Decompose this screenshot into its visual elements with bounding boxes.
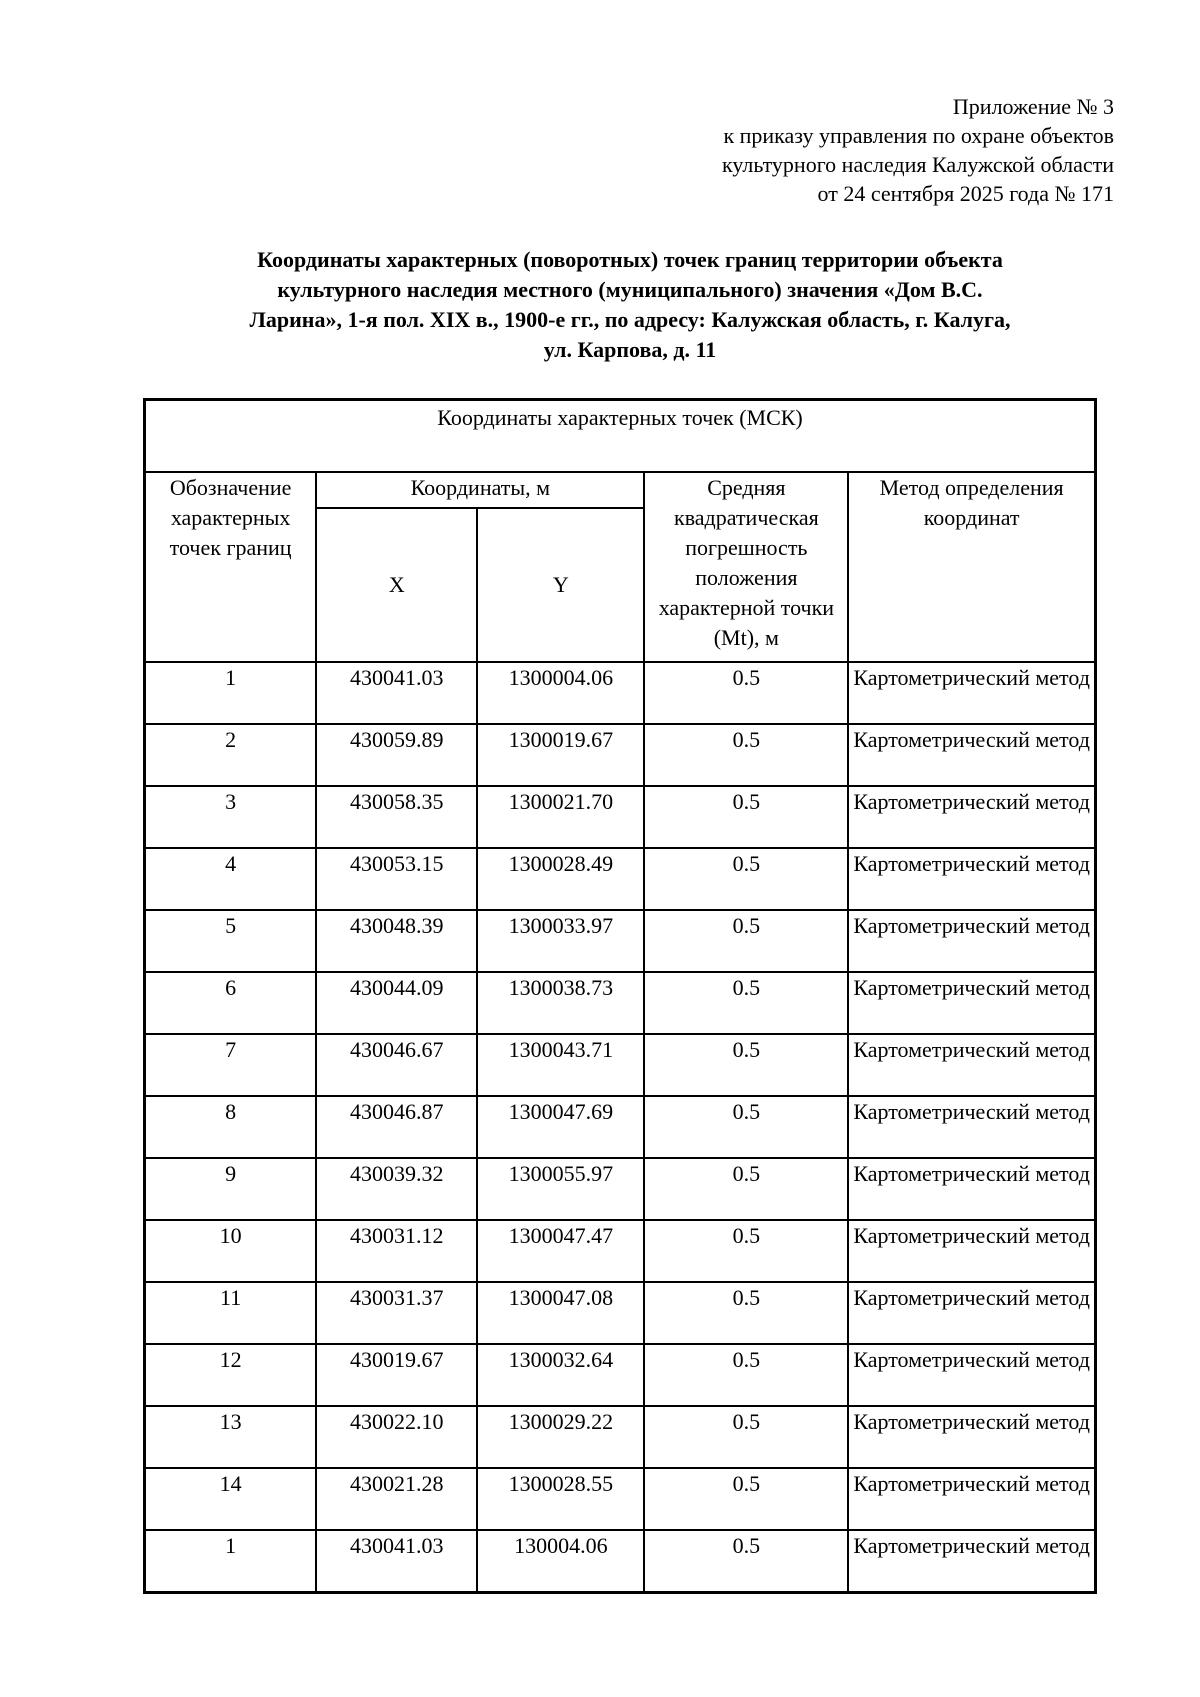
x-cell: 430044.09: [316, 972, 477, 1034]
table-row: [145, 662, 1095, 724]
error-cell: 0.5: [644, 1096, 848, 1158]
method-cell: Картометрический метод: [848, 786, 1095, 848]
table-row: [145, 1530, 1095, 1592]
table-row: [145, 848, 1095, 910]
error-cell: 0.5: [644, 724, 848, 786]
y-cell: 1300028.55: [477, 1468, 644, 1530]
method-cell: Картометрический метод: [848, 1530, 1095, 1592]
point-cell: 5: [145, 910, 316, 972]
error-cell: 0.5: [644, 786, 848, 848]
method-cell: Картометрический метод: [848, 662, 1095, 724]
error-cell: 0.5: [644, 1220, 848, 1282]
point-cell: 11: [145, 1282, 316, 1344]
table-body: [145, 662, 1095, 1592]
error-cell: 0.5: [644, 972, 848, 1034]
table-row: [145, 724, 1095, 786]
table-row: [145, 1406, 1095, 1468]
table-row: [145, 786, 1095, 848]
coordinates-table: [143, 398, 1097, 1594]
appendix-line: Приложение № 3: [952, 94, 1114, 119]
point-cell: 4: [145, 848, 316, 910]
table-row: [145, 1468, 1095, 1530]
method-cell: Картометрический метод: [848, 1282, 1095, 1344]
point-cell: 6: [145, 972, 316, 1034]
y-cell: 1300047.47: [477, 1220, 644, 1282]
x-cell: 430041.03: [316, 662, 477, 724]
x-cell: 430046.67: [316, 1034, 477, 1096]
y-cell: 1300033.97: [477, 910, 644, 972]
title-line: Ларина», 1-я пол. XIX в., 1900-е гг., по адресу: Калужская область, г. Калуга,: [249, 307, 1011, 332]
table-row: [145, 1220, 1095, 1282]
appendix-line: культурного наследия Калужской области: [722, 152, 1114, 177]
error-cell: 0.5: [644, 1034, 848, 1096]
y-cell: 1300047.08: [477, 1282, 644, 1344]
method-cell: Картометрический метод: [848, 910, 1095, 972]
header-point: Обозначение характерных точек границ: [145, 472, 316, 662]
method-cell: Картометрический метод: [848, 1096, 1095, 1158]
error-cell: 0.5: [644, 910, 848, 972]
table-caption: Координаты характерных точек (МСК): [145, 400, 1095, 472]
point-cell: 1: [145, 1530, 316, 1592]
table-row: [145, 910, 1095, 972]
header-y: Y: [477, 508, 644, 662]
table-row: [145, 1096, 1095, 1158]
error-cell: 0.5: [644, 848, 848, 910]
x-cell: 430022.10: [316, 1406, 477, 1468]
x-cell: 430053.15: [316, 848, 477, 910]
method-cell: Картометрический метод: [848, 1406, 1095, 1468]
document-title: [165, 245, 1095, 365]
x-cell: 430039.32: [316, 1158, 477, 1220]
point-cell: 7: [145, 1034, 316, 1096]
x-cell: 430031.12: [316, 1220, 477, 1282]
table-row: [145, 1034, 1095, 1096]
point-cell: 1: [145, 662, 316, 724]
y-cell: 1300038.73: [477, 972, 644, 1034]
table-row: [145, 1158, 1095, 1220]
y-cell: 1300028.49: [477, 848, 644, 910]
x-cell: 430021.28: [316, 1468, 477, 1530]
point-cell: 2: [145, 724, 316, 786]
point-cell: 10: [145, 1220, 316, 1282]
header-x: X: [316, 508, 477, 662]
error-cell: 0.5: [644, 1158, 848, 1220]
header-method: Метод определения координат: [848, 472, 1095, 662]
table-row: [145, 972, 1095, 1034]
point-cell: 8: [145, 1096, 316, 1158]
x-cell: 430058.35: [316, 786, 477, 848]
appendix-line: к приказу управления по охране объектов: [723, 123, 1114, 148]
y-cell: 1300032.64: [477, 1344, 644, 1406]
header-error: Средняя квадратическая погрешность положения характерной точки (Mt), м: [644, 472, 848, 662]
appendix-header: [554, 92, 1114, 208]
x-cell: 430019.67: [316, 1344, 477, 1406]
point-cell: 12: [145, 1344, 316, 1406]
y-cell: 1300047.69: [477, 1096, 644, 1158]
error-cell: 0.5: [644, 1530, 848, 1592]
error-cell: 0.5: [644, 1468, 848, 1530]
header-coordinates: Координаты, м: [316, 472, 644, 508]
title-line: ул. Карпова, д. 11: [543, 337, 717, 362]
point-cell: 3: [145, 786, 316, 848]
x-cell: 430046.87: [316, 1096, 477, 1158]
x-cell: 430031.37: [316, 1282, 477, 1344]
method-cell: Картометрический метод: [848, 724, 1095, 786]
point-cell: 13: [145, 1406, 316, 1468]
x-cell: 430048.39: [316, 910, 477, 972]
method-cell: Картометрический метод: [848, 1344, 1095, 1406]
method-cell: Картометрический метод: [848, 1034, 1095, 1096]
y-cell: 1300004.06: [477, 662, 644, 724]
y-cell: 1300029.22: [477, 1406, 644, 1468]
x-cell: 430059.89: [316, 724, 477, 786]
title-line: Координаты характерных (поворотных) точек границ территории объекта: [257, 247, 1003, 272]
method-cell: Картометрический метод: [848, 1220, 1095, 1282]
y-cell: 1300021.70: [477, 786, 644, 848]
method-cell: Картометрический метод: [848, 1158, 1095, 1220]
x-cell: 430041.03: [316, 1530, 477, 1592]
error-cell: 0.5: [644, 1406, 848, 1468]
table-row: [145, 1282, 1095, 1344]
method-cell: Картометрический метод: [848, 848, 1095, 910]
method-cell: Картометрический метод: [848, 1468, 1095, 1530]
y-cell: 1300043.71: [477, 1034, 644, 1096]
appendix-line: от 24 сентября 2025 года № 171: [817, 181, 1114, 206]
error-cell: 0.5: [644, 1282, 848, 1344]
error-cell: 0.5: [644, 662, 848, 724]
point-cell: 9: [145, 1158, 316, 1220]
title-line: культурного наследия местного (муниципального) значения «Дом В.С.: [277, 277, 983, 302]
table-row: [145, 1344, 1095, 1406]
y-cell: 1300055.97: [477, 1158, 644, 1220]
point-cell: 14: [145, 1468, 316, 1530]
y-cell: 1300019.67: [477, 724, 644, 786]
method-cell: Картометрический метод: [848, 972, 1095, 1034]
error-cell: 0.5: [644, 1344, 848, 1406]
y-cell: 130004.06: [477, 1530, 644, 1592]
